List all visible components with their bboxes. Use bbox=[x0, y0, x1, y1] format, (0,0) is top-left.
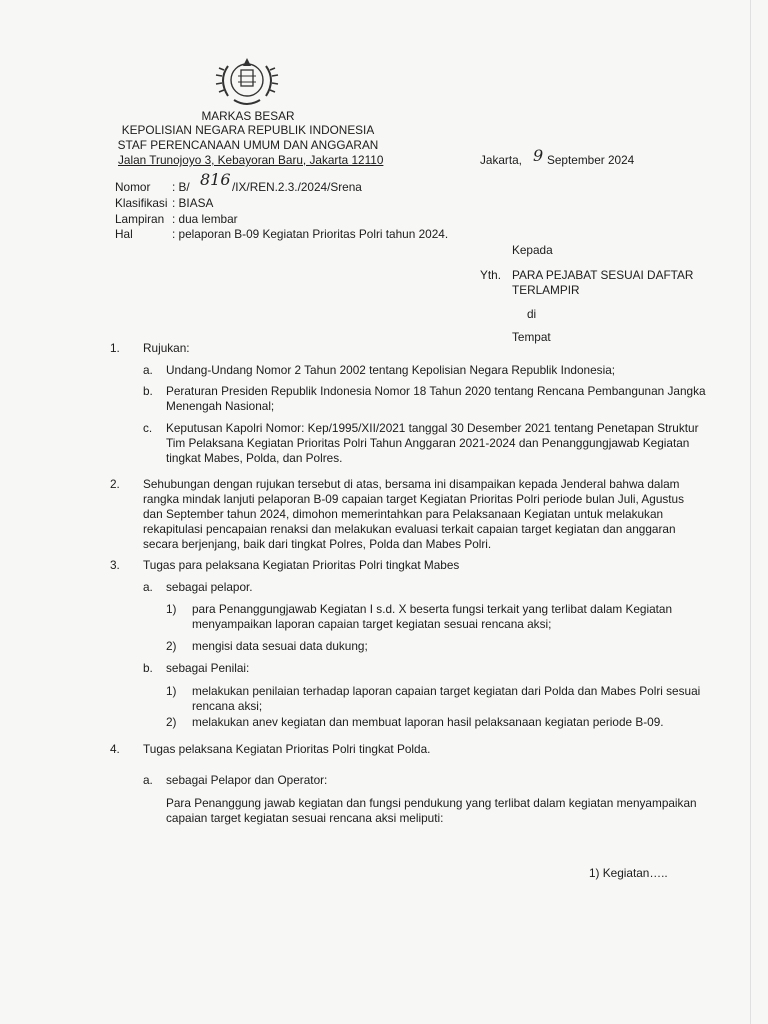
item-2-line-1: Sehubungan dengan rujukan tersebut di atas, bersama ini disampaikan kepada Jenderal bahwa dalam bbox=[143, 477, 680, 491]
nomor-label: Nomor bbox=[115, 180, 151, 194]
recipient-line-1: PARA PEJABAT SESUAI DAFTAR bbox=[512, 268, 694, 282]
nomor-prefix: : B/ bbox=[172, 180, 190, 194]
item-1c-line-2: Tim Pelaksana Kegiatan Prioritas Polri Tahun Anggaran 2021-2024 dan Penanggungjawab Kegiatan bbox=[166, 436, 690, 450]
item-4-title: Tugas pelaksana Kegiatan Prioritas Polri tingkat Polda. bbox=[143, 742, 431, 756]
lampiran-label: Lampiran bbox=[115, 212, 165, 226]
item-1b-line-1: Peraturan Presiden Republik Indonesia Nomor 18 Tahun 2020 tentang Rencana Pembangunan Jangka bbox=[166, 384, 706, 398]
hal-value: : pelaporan B-09 Kegiatan Prioritas Polri tahun 2024. bbox=[172, 227, 449, 241]
item-3a1-number: 1) bbox=[166, 602, 177, 616]
item-4a-letter: a. bbox=[143, 773, 153, 787]
hal-label: Hal bbox=[115, 227, 133, 241]
item-1-title: Rujukan: bbox=[143, 341, 190, 355]
klasifikasi-value: : BIASA bbox=[172, 196, 214, 210]
item-1b-letter: b. bbox=[143, 384, 153, 398]
item-1a-letter: a. bbox=[143, 363, 153, 377]
recipient-di: di bbox=[527, 307, 537, 321]
item-3b-letter: b. bbox=[143, 661, 153, 675]
nomor-handwritten: 816 bbox=[200, 170, 231, 189]
item-3a-letter: a. bbox=[143, 580, 153, 594]
item-2-number: 2. bbox=[110, 477, 120, 491]
kepada: Kepada bbox=[512, 243, 553, 257]
item-2-line-5: secara berjenjang, baik dari tingkat Polres, Polda dan Mabes Polri. bbox=[143, 537, 492, 551]
item-2-line-4: rekapitulasi pencapaian renaksi dan melakukan evaluasi terkait capaian target kegiatan dan anggaran bbox=[143, 522, 676, 536]
continuation-marker: 1) Kegiatan….. bbox=[589, 866, 668, 880]
date-day-handwritten: 9 bbox=[533, 146, 544, 165]
header-line-3: STAF PERENCANAAN UMUM DAN ANGGARAN bbox=[117, 138, 379, 152]
item-4-number: 4. bbox=[110, 742, 120, 756]
police-emblem-icon bbox=[214, 52, 280, 110]
item-1c-letter: c. bbox=[143, 421, 153, 435]
recipient-tempat: Tempat bbox=[512, 330, 551, 344]
item-3b1-line-2: rencana aksi; bbox=[192, 699, 263, 713]
item-3-number: 3. bbox=[110, 558, 120, 572]
item-3b1-line-1: melakukan penilaian terhadap laporan capaian target kegiatan dari Polda dan Mabes Polri sesuai bbox=[192, 684, 701, 698]
nomor-suffix: /IX/REN.2.3./2024/Srena bbox=[232, 180, 362, 194]
item-3b1-number: 1) bbox=[166, 684, 177, 698]
item-3b2-text: melakukan anev kegiatan dan membuat laporan hasil pelaksanaan kegiatan periode B-09. bbox=[192, 715, 664, 729]
item-3a1-line-2: menyampaikan laporan capaian target kegiatan sesuai rencana aksi; bbox=[192, 617, 552, 631]
header-line-2: KEPOLISIAN NEGARA REPUBLIK INDONESIA bbox=[121, 123, 375, 137]
item-3-title: Tugas para pelaksana Kegiatan Prioritas Polri tingkat Mabes bbox=[143, 558, 460, 572]
recipient-line-2: TERLAMPIR bbox=[512, 283, 580, 297]
item-4a-title: sebagai Pelapor dan Operator: bbox=[166, 773, 328, 787]
item-1b-line-2: Menengah Nasional; bbox=[166, 399, 275, 413]
lampiran-value: : dua lembar bbox=[172, 212, 238, 226]
item-4a-line-1: Para Penanggung jawab kegiatan dan fungsi pendukung yang terlibat dalam kegiatan menyampaikan bbox=[166, 796, 697, 810]
klasifikasi-label: Klasifikasi bbox=[115, 196, 168, 210]
item-3a2-text: mengisi data sesuai data dukung; bbox=[192, 639, 368, 653]
item-3a-title: sebagai pelapor. bbox=[166, 580, 253, 594]
item-1a-text: Undang-Undang Nomor 2 Tahun 2002 tentang Kepolisian Negara Republik Indonesia; bbox=[166, 363, 616, 377]
item-2-line-3: dan September tahun 2024, dimohon memerintahkan para Pelaksanaan Kegiatan untuk melakukan bbox=[143, 507, 664, 521]
yth: Yth. bbox=[480, 268, 501, 282]
item-1c-line-1: Keputusan Kapolri Nomor: Kep/1995/XII/2021 tanggal 30 Desember 2021 tentang Penetapan Struktur bbox=[166, 421, 699, 435]
item-1-number: 1. bbox=[110, 341, 120, 355]
item-3b-title: sebagai Penilai: bbox=[166, 661, 250, 675]
item-4a-line-2: capaian target kegiatan sesuai rencana aksi meliputi: bbox=[166, 811, 444, 825]
item-3a1-line-1: para Penanggungjawab Kegiatan I s.d. X beserta fungsi terkait yang terlibat dalam Kegiatan bbox=[192, 602, 673, 616]
item-3b2-number: 2) bbox=[166, 715, 177, 729]
item-1c-line-3: tingkat Mabes, Polda, dan Polres. bbox=[166, 451, 343, 465]
date-month-year: September 2024 bbox=[547, 153, 635, 167]
scan-edge-divider bbox=[750, 0, 751, 1024]
item-2-line-2: rangka mindak lanjuti pelaporan B-09 capaian target Kegiatan Prioritas Polri periode bulan Juli, Agustus bbox=[143, 492, 685, 506]
item-3a2-number: 2) bbox=[166, 639, 177, 653]
header-address: Jalan Trunojoyo 3, Kebayoran Baru, Jakarta 12110 bbox=[118, 153, 384, 167]
header-line-1: MARKAS BESAR bbox=[201, 109, 295, 123]
date-city: Jakarta, bbox=[480, 153, 522, 167]
